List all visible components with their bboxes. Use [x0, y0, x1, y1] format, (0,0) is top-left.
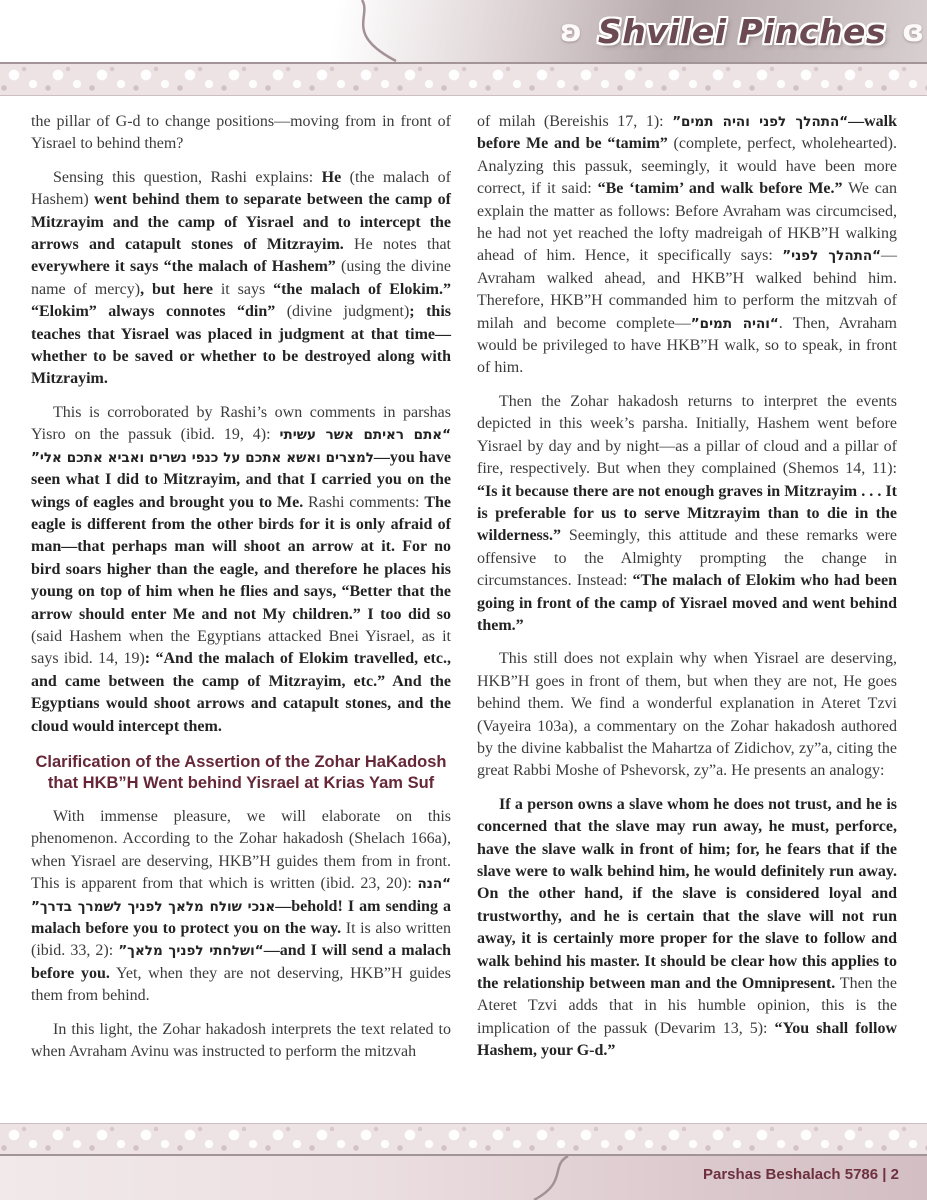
text-run: (said Hashem when the Egyptians attacked Bnei Yisrael, as it says ibid. 14, 19) — [31, 627, 451, 668]
text-run: This still does not explain why when Yisrael are deserving, HKB”H goes in front of them, but when they are not, He goes behind them. We find a wonderful explanation in Ateret Tzvi (Vayeira 103a), a commentary on the Zohar hakadosh authored by the divine kabbalist the Mahartza of Zidichov, zy”a, citing the great Rabbi Moshe of Pshevorsk, zy”a. He presents an analogy: — [477, 650, 897, 780]
text-run: We can explain the matter as follows: Before Avraham was circumcised, he had not yet reached the lofty madreigah of HKB”H walking ahead of him. Hence, it specifically says: — [477, 180, 898, 265]
text-run: It is also written (ibid. 33, 2): — [31, 920, 451, 960]
text-run: With immense pleasure, we will elaborate on this phenomenon. According to the Zohar hakadosh (Shelach 166a), when Yisrael are deserving, HKB”H guides them from in front. This is apparent from that which is written (ibid. 23, 20): — [31, 807, 451, 893]
text-run: ; this teaches that Yisrael was placed in judgment at that time—whether to be saved or whether to be destroyed along with Mitzrayim. — [31, 303, 451, 388]
text-run: The eagle is different from the other birds for it is only afraid of man—that perhaps man will shoot an arrow at it. For no bird soars higher than the eagle, and therefore he places his young on top of him when he flies and says, “Better that the arrow should enter Me and not My children.” I too did so — [31, 493, 451, 623]
masthead — [559, 4, 925, 58]
text-run: of milah (Bereishis 17, 1): — [477, 113, 673, 130]
text-run: Sensing this question, Rashi explains: — [53, 168, 322, 186]
paragraph — [477, 648, 897, 782]
text-run: “the malach of Elokim.” “Elokim” always connotes “din” — [31, 280, 452, 321]
flourish-right-icon: ɞ — [902, 13, 925, 49]
hebrew-phrase: “והיה תמים” — [690, 315, 779, 332]
text-run: . Then, Avraham would be privileged to have HKB”H walk, so to speak, in front of him. — [477, 314, 897, 377]
text-run: Seemingly, this attitude and these remarks were offensive to the Almighty prompting the change in circumstances. Instead: — [477, 527, 897, 590]
hebrew-phrase: “ושלחתי לפניך מלאך” — [118, 943, 264, 960]
hebrew-phrase: “התהלך לפני” — [782, 248, 881, 265]
text-run: it says — [212, 280, 274, 298]
text-run: “Be ‘tamim’ and walk before Me.” — [597, 180, 843, 198]
ornamental-border-bottom — [0, 1123, 927, 1156]
section-heading: Clarification of the Assertion of the Zohar HaKadosh that HKB”H Went behind Yisrael at Krias Yam Suf — [35, 752, 447, 792]
footer-curve-ornament-icon — [520, 1156, 590, 1200]
right-column — [477, 111, 897, 1124]
text-run: “Is it because there are not enough graves in Mitzrayim . . . It is preferable for us to serve Mitzrayim than to die in the wilderness.” — [477, 482, 897, 545]
text-run: “You shall follow Hashem, your G-d.” — [477, 1019, 897, 1060]
page-header — [0, 0, 927, 64]
paragraph — [477, 111, 897, 380]
text-run: (using the divine name of mercy) — [31, 258, 451, 298]
text-run: , but here — [140, 280, 213, 298]
paragraph — [31, 806, 451, 1008]
text-run: (the malach of Hashem) — [31, 168, 452, 209]
text-run: went behind them to separate between the camp of Mitzrayim and the camp of Yisrael and to intercept the arrows and catapult stones of Mitzrayim. — [31, 191, 452, 254]
text-run: “The malach of Elokim who had been going in front of the camp of Yisrael moved and went behind them.” — [477, 572, 897, 634]
ornamental-border-top — [0, 64, 927, 96]
text-run: —behold! I am sending a malach before you to protect you on the way. — [31, 897, 451, 937]
text-run: —you have seen what I did to Mitzrayim, and that I carried you on the wings of eagles and brought you to Me. — [31, 448, 451, 511]
text-run: He notes that — [343, 236, 451, 254]
text-run: everywhere it says “the malach of Hashem” — [31, 258, 336, 276]
article-body — [0, 96, 927, 1124]
text-run: —and I will send a malach before you. — [31, 942, 452, 982]
text-run: If a person owns a slave whom he does not trust, and he is concerned that the slave may run away, he must, perforce, have the slave walk in front of him; for, he fears that if the slave were to walk behind him, he would definitely run away. On the other hand, if the slave is considered loyal and trustworthy, and he is certain that the slave will not run away, it is certainly more proper for the slave to follow and walk behind his master. It should be clear how this applies to the relationship between man and the Omnipresent. — [477, 795, 897, 993]
text-run: He — [321, 168, 342, 186]
paragraph — [477, 794, 897, 1063]
hebrew-phrase: “אתם ראיתם אשר עשיתי למצרים ואשא אתכם על כנפי נשרים ואביא אתכם אלי” — [31, 427, 451, 466]
paragraph — [31, 111, 451, 156]
left-column — [31, 111, 451, 1124]
hebrew-phrase: “התהלך לפני והיה תמים” — [672, 114, 849, 130]
page-footer — [0, 1123, 927, 1200]
paragraph — [477, 391, 897, 637]
text-run: (divine judgment) — [275, 303, 410, 321]
paragraph — [31, 402, 451, 738]
hebrew-phrase: “הנה אנכי שולח מלאך לפניך לשמרך בדרך” — [31, 876, 451, 915]
text-run: Yet, when they are not deserving, HKB”H guides them from behind. — [31, 964, 452, 1005]
text-run: —Avraham walked ahead, and HKB”H walked behind him. Therefore, HKB”H commanded him to perform the mitzvah of milah and become complete— — [477, 247, 897, 332]
text-run: the pillar of G-d to change positions—moving from in front of Yisrael to behind them? — [31, 113, 451, 153]
text-run: Then the Zohar hakadosh returns to interpret the events depicted in this week’s parsha. Initially, Hashem went before Yisrael by day and by night—as a pillar of cloud and a pillar of fire, respectively. But when they complained (Shemos 14, 11): — [477, 392, 897, 478]
flourish-left-icon: ʚ — [559, 13, 582, 49]
text-run: In this light, the Zohar hakadosh interprets the text related to when Avraham Avinu was instructed to perform the mitzvah — [31, 1020, 451, 1061]
footer-band — [0, 1156, 927, 1200]
paragraph — [31, 1019, 451, 1064]
text-run: (complete, perfect, wholehearted). Analyzing this passuk, seemingly, it would have been more correct, if it said: — [477, 135, 897, 198]
text-run: This is corroborated by Rashi’s own comments in parshas Yisro on the passuk (ibid. 19, 4): — [31, 403, 451, 444]
footer-page-label: Parshas Beshalach 5786 | 2 — [703, 1166, 899, 1183]
page-title: Shvilei Pinches — [597, 11, 887, 51]
text-run: —walk before Me and be “tamim” — [477, 113, 897, 153]
text-run: Rashi comments: — [303, 493, 425, 511]
header-curve-ornament-icon — [340, 0, 420, 62]
text-run: : “And the malach of Elokim travelled, etc., and came between the camp of Mitzrayim, etc.” And the Egyptians would shoot arrows and catapult stones, and the cloud would intercept them. — [31, 650, 451, 735]
paragraph — [31, 167, 451, 391]
text-run: Then the Ateret Tzvi adds that in his humble opinion, this is the implication of the passuk (Devarim 13, 5): — [477, 975, 897, 1037]
